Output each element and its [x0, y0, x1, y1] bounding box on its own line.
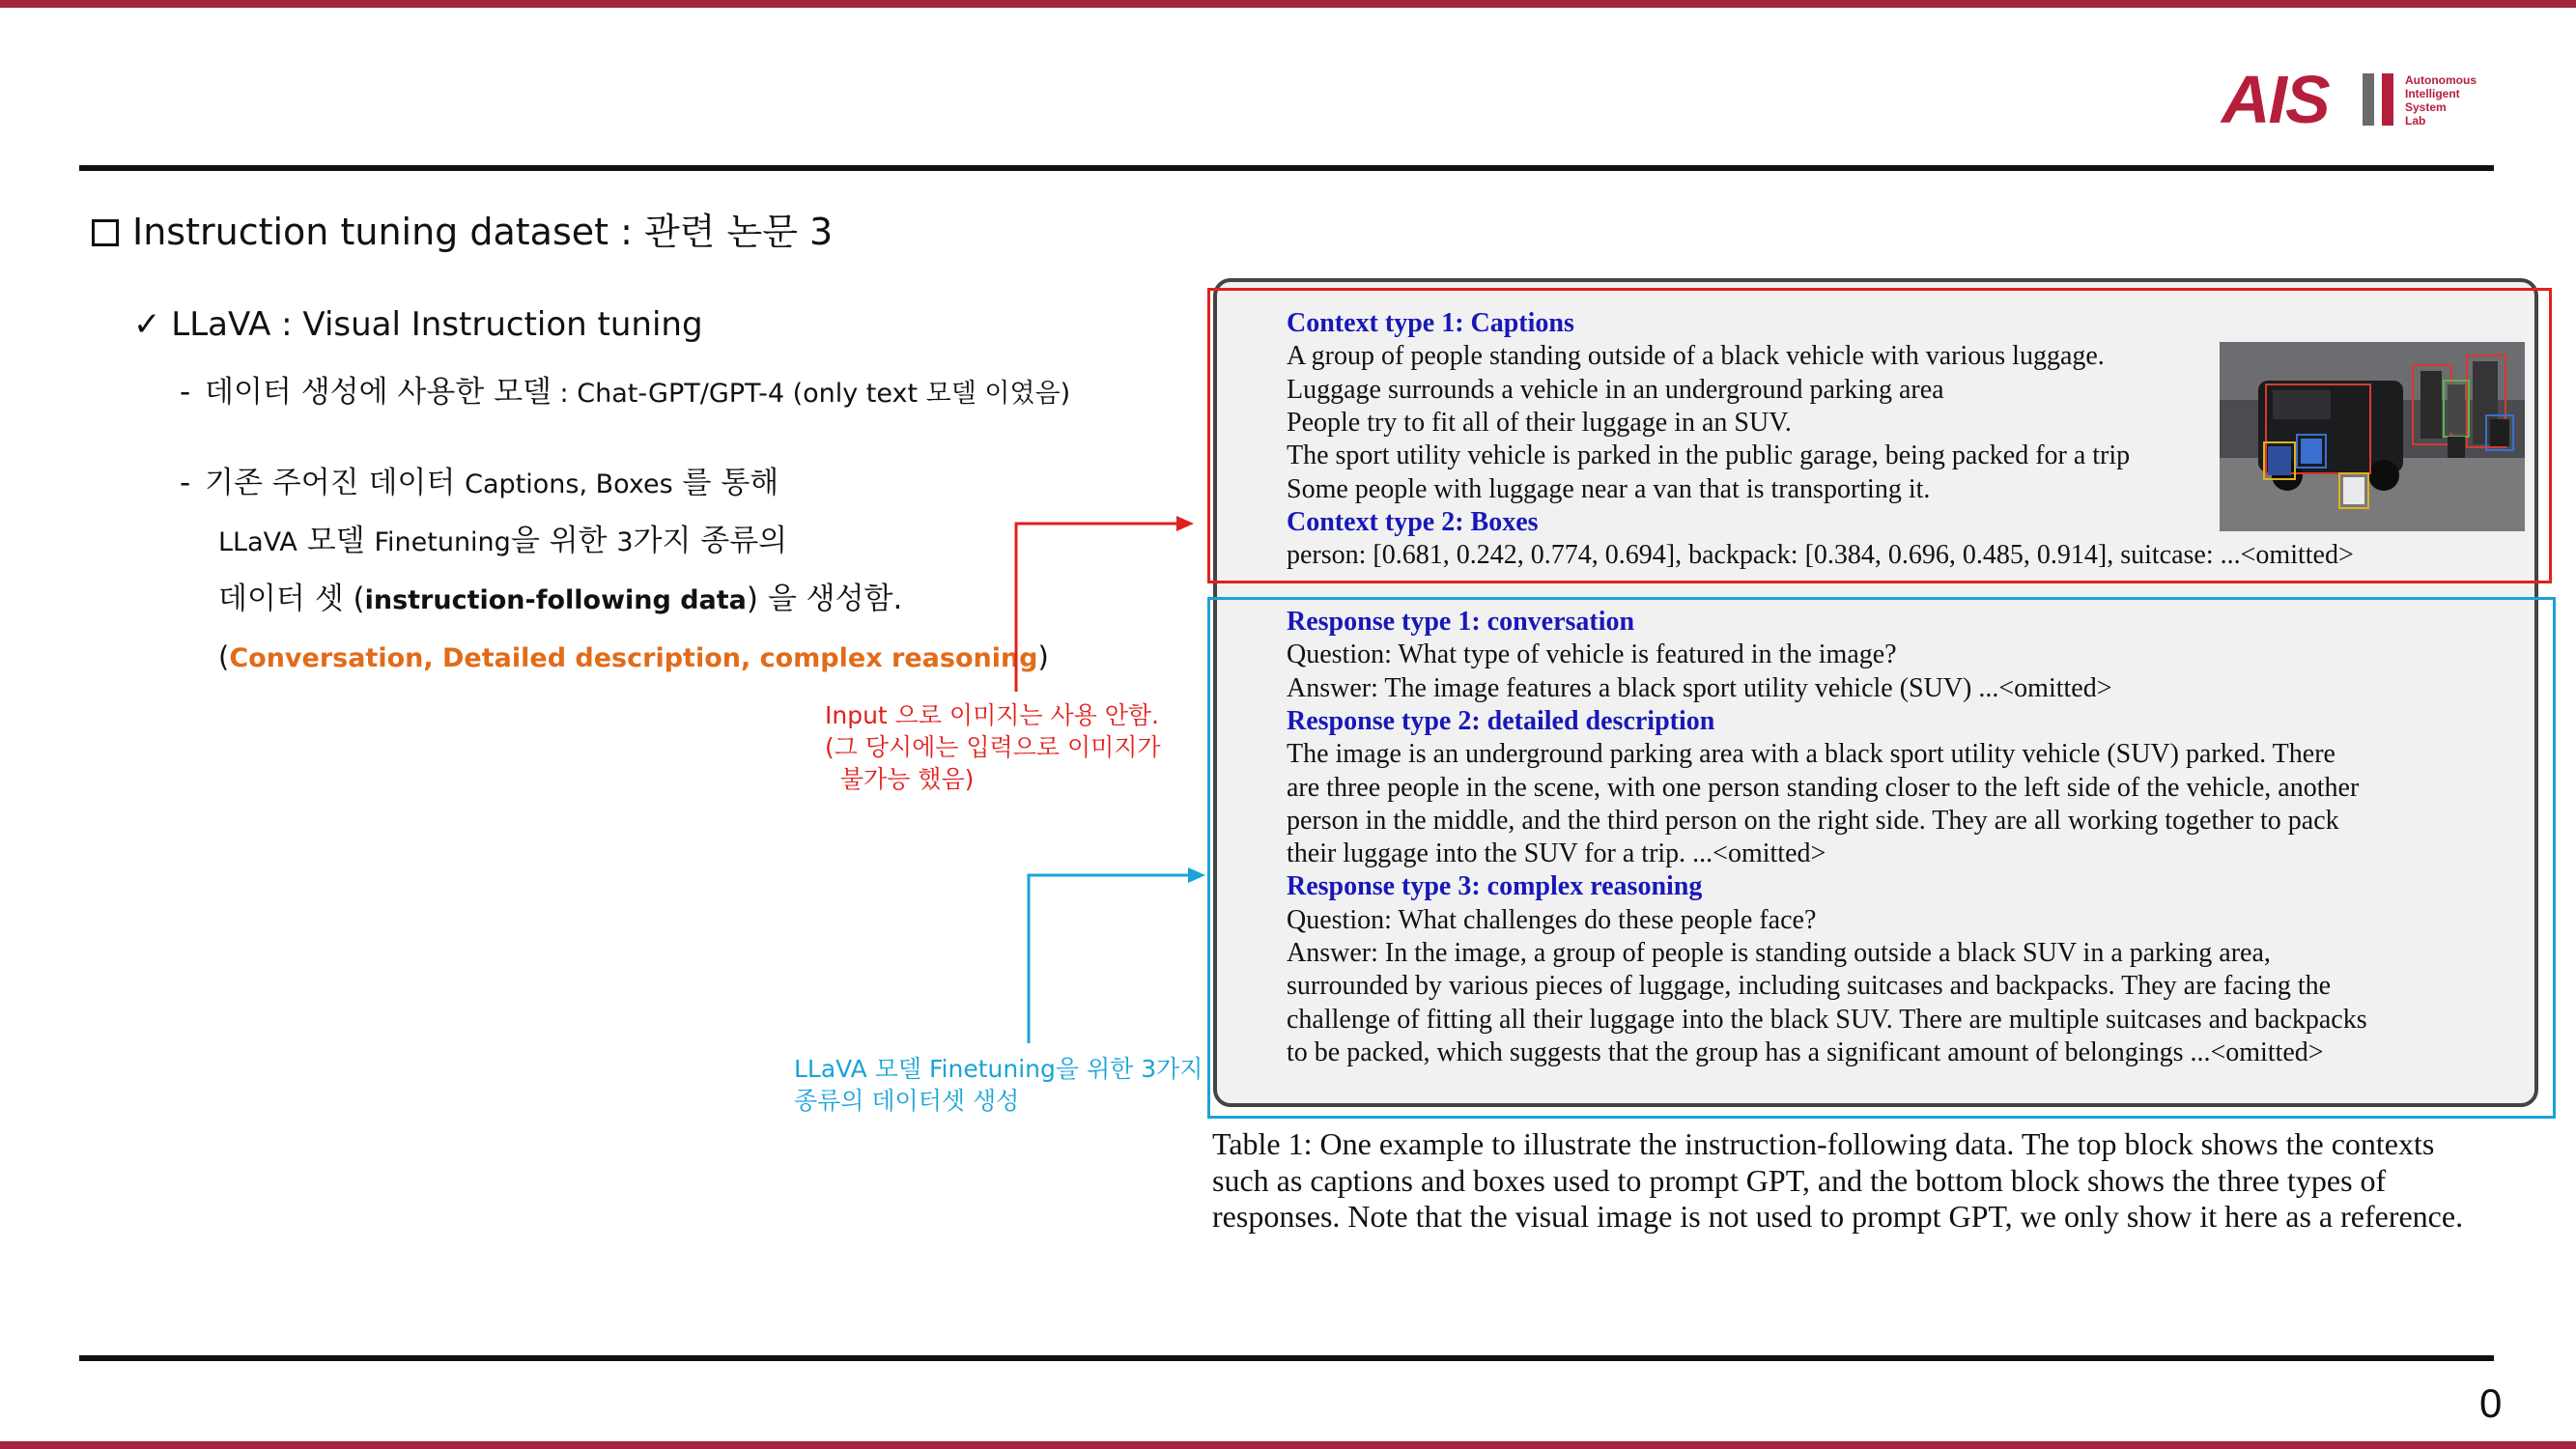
checkbox-square-icon: [92, 219, 119, 246]
response-line: Answer: The image features a black sport utility vehicle (SUV) ...<omitted>: [1287, 672, 2112, 703]
footer-rule: [79, 1355, 2494, 1361]
sub-item-dataset-types: (Conversation, Detailed description, complex reasoning): [218, 640, 1049, 673]
response-type-2-title: Response type 2: detailed description: [1287, 705, 1715, 736]
response-line: Question: What challenges do these people face?: [1287, 904, 1817, 935]
response-line: to be packed, which suggests that the group has a significant amount of belongings ...<omitted>: [1287, 1037, 2324, 1067]
heading-text: Instruction tuning dataset : 관련 논문 3: [132, 211, 834, 253]
response-line: their luggage into the SUV for a trip. ...<omitted>: [1287, 838, 1826, 869]
caption-line: People try to fit all of their luggage in an SUV.: [1287, 407, 1792, 438]
caption-line: The sport utility vehicle is parked in the public garage, being packed for a trip: [1287, 440, 2131, 471]
dash-bullet: -: [180, 466, 191, 500]
context-highlight-box: [1207, 288, 2552, 583]
response-line: person in the middle, and the third person on the right side. They are all working together to pack: [1287, 805, 2339, 836]
blue-arrowhead-icon: [1188, 867, 1205, 883]
header-rule: [79, 165, 2494, 171]
page-number: 0: [2479, 1380, 2503, 1426]
bottom-accent-bar: [0, 1441, 2576, 1449]
sub-item-model: - 데이터 생성에 사용한 모델 : Chat-GPT/GPT-4 (only text 모델 이였음): [180, 365, 1070, 421]
sub-item-dataset-line2: LLaVA 모델 Finetuning을 위한 3가지 종류의: [218, 524, 788, 558]
response-line: Question: What type of vehicle is featured in the image?: [1287, 639, 1897, 670]
response-line: The image is an underground parking area with a black sport utility vehicle (SUV) parked. There: [1287, 739, 2335, 770]
logo-text: Autonomous Intelligent System Lab: [2405, 73, 2477, 128]
boxes-line: person: [0.681, 0.242, 0.774, 0.694], backpack: [0.384, 0.696, 0.485, 0.914], suitcase: ...<omitted>: [1287, 540, 2354, 571]
response-line: challenge of fitting all their luggage into the black SUV. There are multiple suitcases and backpacks: [1287, 1004, 2367, 1035]
response-line: Answer: In the image, a group of people is standing outside a black SUV in a parking area,: [1287, 938, 2271, 968]
caption-line: Some people with luggage near a van that is transporting it.: [1287, 473, 1931, 504]
blue-arrow: [1029, 875, 1190, 1043]
annotation-dataset-note: LLaVA 모델 Finetuning을 위한 3가지 종류의 데이터셋 생성: [794, 1055, 1203, 1115]
red-arrowhead-icon: [1176, 516, 1194, 531]
response-type-3-title: Response type 3: complex reasoning: [1287, 871, 1703, 902]
context-type-2-title: Context type 2: Boxes: [1287, 506, 1539, 537]
dash-bullet: -: [180, 375, 191, 410]
slide-heading: [92, 203, 833, 261]
response-highlight-box: [1207, 597, 2556, 1119]
table-caption: Table 1: One example to illustrate the instruction-following data. The top block shows the contexts such as captions and boxes used to prompt GPT, and the bottom block shows the three types of responses. Note that the visual image is not used to prompt GPT, we only show it here as a reference.: [1212, 1126, 2464, 1234]
response-line: are three people in the scene, with one person standing closer to the left side of the vehicle, another: [1287, 772, 2360, 803]
llava-item: ✓ LLaVA : Visual Instruction tuning: [133, 305, 703, 344]
ais-lab-logo: [2222, 62, 2492, 137]
response-line: surrounded by various pieces of luggage, including suitcases and backpacks. They are facing the: [1287, 971, 2332, 1002]
response-type-1-title: Response type 1: conversation: [1287, 607, 1635, 637]
caption-line: Luggage surrounds a vehicle in an underground parking area: [1287, 374, 1944, 405]
logo-bars-icon: [2363, 73, 2401, 126]
top-accent-bar: [0, 0, 2576, 8]
logo-mark: AIS: [2222, 62, 2329, 137]
context-type-1-title: Context type 1: Captions: [1287, 308, 1574, 338]
sub-item-dataset-line3: 데이터 셋 (instruction-following data) 을 생성함.: [218, 582, 903, 616]
annotation-input-note: Input 으로 이미지는 사용 안함. (그 당시에는 입력으로 이미지가 불가능 했음): [825, 701, 1161, 793]
sub-item-dataset: - 기존 주어진 데이터 Captions, Boxes 를 통해: [180, 456, 778, 512]
caption-line: A group of people standing outside of a black vehicle with various luggage.: [1287, 341, 2105, 372]
